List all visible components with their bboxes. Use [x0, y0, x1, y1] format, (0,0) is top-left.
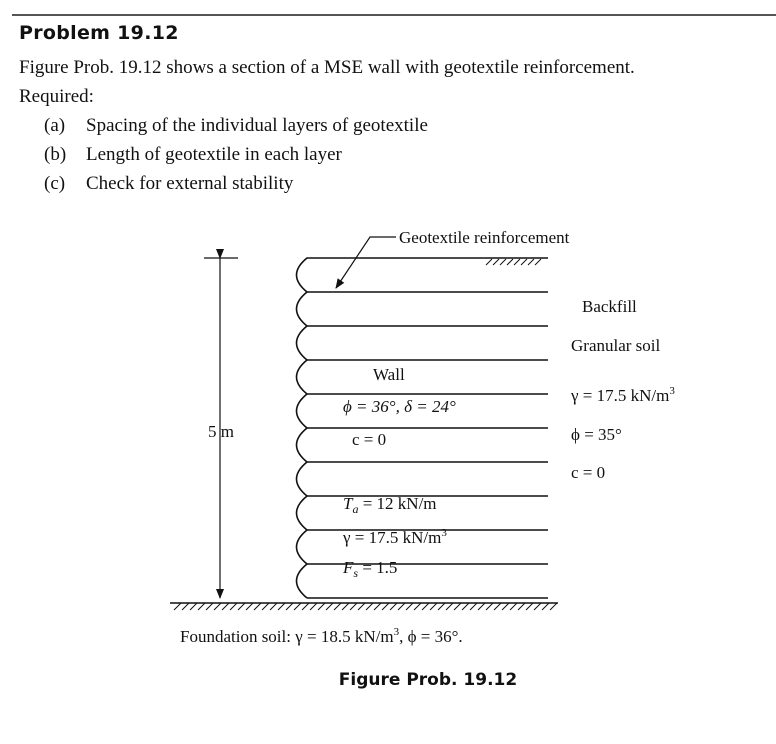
backfill-gamma-text: γ = 17.5 kN/m: [571, 386, 670, 405]
item-label: (a): [44, 115, 66, 136]
hatch-mark: [190, 603, 197, 610]
hatch-mark: [374, 603, 381, 610]
hatch-mark: [528, 259, 534, 265]
hatch-mark: [454, 603, 461, 610]
ta-value: = 12 kN/m: [358, 494, 437, 513]
wall-c: c = 0: [352, 430, 387, 449]
hatch-mark: [534, 603, 541, 610]
hatch-mark: [294, 603, 301, 610]
wall-gamma: [342, 527, 447, 547]
hatch-mark: [422, 603, 429, 610]
hatch-mark: [521, 259, 527, 265]
top-rule: [12, 14, 776, 16]
problem-statement: [19, 53, 759, 111]
hatch-mark: [535, 259, 541, 265]
hatch-mark: [286, 603, 293, 610]
hatch-mark: [238, 603, 245, 610]
backfill-type: Granular soil: [571, 336, 661, 355]
requirements-list: [44, 111, 428, 198]
hatch-mark: [514, 259, 520, 265]
statement-text: Figure Prob. 19.12 shows a section of a MSE wall with geotextile reinforcement.: [19, 57, 635, 78]
geotextile-callout: Geotextile reinforcement: [399, 228, 570, 247]
item-text: Length of geotextile in each layer: [86, 144, 342, 165]
fs-value: = 1.5: [358, 558, 398, 577]
hatch-mark: [550, 603, 557, 610]
hatch-mark: [507, 259, 513, 265]
hatch-mark: [254, 603, 261, 610]
foundation-suffix: , ϕ = 36°.: [399, 627, 463, 646]
foundation-sup: 3: [393, 626, 400, 638]
hatch-mark: [398, 603, 405, 610]
hatch-mark: [334, 603, 341, 610]
hatch-mark: [214, 603, 221, 610]
wall-gamma-sup: 3: [441, 527, 447, 539]
geotextile-layers: [307, 292, 548, 598]
figure-caption: Figure Prob. 19.12: [338, 670, 518, 690]
fs-symbol: F: [343, 558, 354, 577]
list-item: [44, 140, 428, 169]
fs-subscript: s: [353, 566, 359, 580]
ta-subscript: a: [352, 502, 359, 516]
wall-fs: [342, 558, 397, 580]
item-label: (c): [44, 173, 66, 194]
item-text: Check for external stability: [86, 173, 294, 194]
hatch-mark: [270, 603, 277, 610]
hatch-mark: [494, 603, 501, 610]
backfill-c: c = 0: [571, 463, 606, 482]
hatch-mark: [430, 603, 437, 610]
backfill-phi: ϕ = 35°: [571, 425, 622, 444]
hatch-mark: [478, 603, 485, 610]
hatch-mark: [493, 259, 499, 265]
foundation-soil-label: [180, 626, 463, 646]
callout-leader: [336, 237, 396, 288]
hatch-mark: [518, 603, 525, 610]
hatch-mark: [278, 603, 285, 610]
hatch-mark: [326, 603, 333, 610]
hatch-mark: [526, 603, 533, 610]
hatch-mark: [206, 603, 213, 610]
hatch-mark: [358, 603, 365, 610]
problem-title: Problem 19.12: [19, 22, 179, 44]
wall-ta: [343, 494, 437, 516]
hatch-mark: [310, 603, 317, 610]
backfill-gamma: [570, 385, 675, 405]
hatch-mark: [414, 603, 421, 610]
list-item: [44, 111, 428, 140]
hatch-mark: [502, 603, 509, 610]
hatch-mark: [486, 259, 492, 265]
hatch-mark: [318, 603, 325, 610]
hatch-mark: [510, 603, 517, 610]
wall-gamma-text: γ = 17.5 kN/m: [343, 528, 442, 547]
hatch-mark: [486, 603, 493, 610]
item-label: (b): [44, 144, 67, 165]
backfill-gamma-sup: 3: [669, 385, 675, 397]
wall-phi-delta: ϕ = 36°, δ = 24°: [343, 397, 456, 416]
hatch-mark: [230, 603, 237, 610]
foundation-prefix: Foundation soil: γ = 18.5 kN/m: [180, 627, 394, 646]
hatch-mark: [366, 603, 373, 610]
list-item: [44, 169, 428, 198]
hatch-mark: [222, 603, 229, 610]
hatch-mark: [462, 603, 469, 610]
required-label: Required:: [19, 86, 94, 107]
hatch-mark: [246, 603, 253, 610]
hatch-mark: [342, 603, 349, 610]
height-label: 5 m: [208, 422, 234, 441]
hatch-mark: [470, 603, 477, 610]
hatch-mark: [262, 603, 269, 610]
hatch-mark: [406, 603, 413, 610]
hatch-mark: [382, 603, 389, 610]
hatch-mark: [438, 603, 445, 610]
hatch-mark: [542, 603, 549, 610]
wall-title: Wall: [373, 365, 405, 384]
hatch-mark: [182, 603, 189, 610]
hatch-mark: [198, 603, 205, 610]
hatch-mark: [500, 259, 506, 265]
hatch-mark: [390, 603, 397, 610]
ground-hatch: [174, 603, 557, 610]
backfill-title: Backfill: [582, 297, 637, 316]
hatch-mark: [302, 603, 309, 610]
ta-symbol: T: [343, 494, 353, 513]
hatch-mark: [446, 603, 453, 610]
hatch-mark: [174, 603, 181, 610]
mse-wall-figure: [0, 200, 776, 660]
backfill-surface-hatch: [486, 259, 541, 265]
hatch-mark: [350, 603, 357, 610]
item-text: Spacing of the individual layers of geotextile: [86, 115, 428, 136]
